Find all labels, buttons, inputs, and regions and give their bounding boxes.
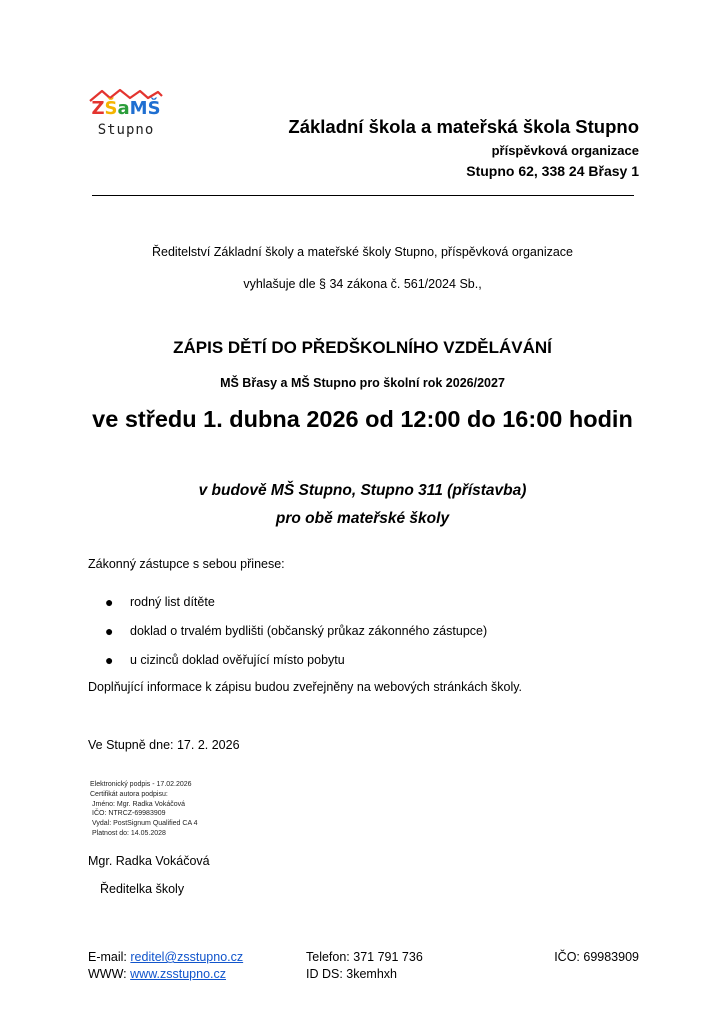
phone-number: Telefon: 371 791 736 — [306, 950, 423, 964]
school-address: Stupno 62, 338 24 Břasy 1 — [466, 163, 639, 179]
enrollment-place: v budově MŠ Stupno, Stupno 311 (přístavba) — [198, 482, 527, 499]
website-link[interactable]: www.zsstupno.cz — [130, 967, 227, 981]
company-id: IČO: 69983909 — [554, 950, 639, 964]
signature-line: Vydal: PostSignum Qualified CA 4 — [92, 820, 198, 828]
email-link[interactable]: reditel@zsstupno.cz — [130, 950, 244, 964]
announcement-title: ZÁPIS DĚTÍ DO PŘEDŠKOLNÍHO VZDĚLÁVÁNÍ — [173, 338, 552, 357]
footer-ico — [554, 949, 639, 966]
bullet-icon: ● — [105, 594, 114, 610]
intro-line-2: vyhlašuje dle § 34 zákona č. 561/2024 Sb., — [243, 277, 482, 291]
bring-intro: Zákonný zástupce s sebou přinese: — [88, 557, 285, 571]
additional-info: Doplňující informace k zápisu budou zveřejněny na webových stránkách školy. — [88, 680, 523, 694]
bullet-icon: ● — [105, 623, 114, 639]
bullet-icon: ● — [105, 652, 114, 668]
logo-letters: ZŠaMŠ — [91, 98, 161, 119]
signature-line: Certifikát autora podpisu: — [90, 790, 168, 798]
footer-phone-ds — [306, 949, 423, 983]
signature-line: Elektronický podpis - 17.02.2026 — [90, 781, 192, 788]
email-label: E-mail: — [88, 950, 127, 964]
signature-line: Jméno: Mgr. Radka Vokáčová — [92, 800, 185, 808]
school-name: Základní škola a mateřská škola Stupno — [288, 116, 639, 137]
www-label: WWW: — [88, 967, 127, 981]
enrollment-place-note: pro obě mateřské školy — [275, 510, 450, 527]
school-logo — [86, 88, 166, 150]
announcement-subtitle: MŠ Břasy a MŠ Stupno pro školní rok 2026/2027 — [220, 376, 505, 390]
enrollment-date: ve středu 1. dubna 2026 od 12:00 do 16:00 hodin — [92, 406, 633, 432]
footer-contacts — [88, 949, 243, 983]
logo-subtitle: Stupno — [97, 122, 155, 138]
header-divider — [92, 195, 634, 196]
required-documents-list — [100, 592, 487, 679]
organization-type: příspěvková organizace — [491, 143, 639, 158]
electronic-signature — [90, 780, 198, 839]
place-and-date: Ve Stupně dne: 17. 2. 2026 — [88, 738, 240, 752]
list-item: ● rodný list dítěte — [105, 594, 215, 610]
intro-line-1: Ředitelství Základní školy a mateřské školy Stupno, příspěvková organizace — [151, 245, 574, 259]
list-item: ● doklad o trvalém bydlišti (občanský průkaz zákonného zástupce) — [105, 623, 488, 639]
signer-name: Mgr. Radka Vokáčová — [88, 854, 210, 868]
data-box-id: ID DS: 3kemhxh — [306, 967, 398, 981]
signer-role: Ředitelka školy — [100, 882, 185, 896]
signature-line: Platnost do: 14.05.2028 — [92, 829, 166, 837]
signature-line: IČO: NTRCZ-69983909 — [92, 810, 166, 818]
list-item: ● u cizinců doklad ověřující místo pobytu — [105, 652, 345, 668]
